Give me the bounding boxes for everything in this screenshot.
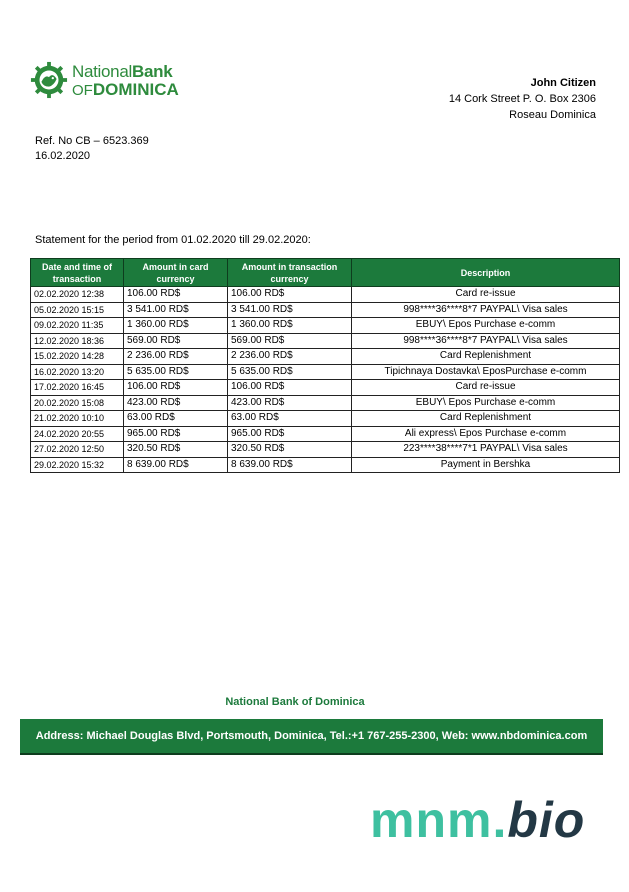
cell-card-amount: 63.00 RD$ bbox=[124, 411, 228, 427]
reference-block bbox=[35, 134, 149, 164]
cell-datetime: 27.02.2020 12:50 bbox=[31, 442, 124, 458]
cell-card-amount: 8 639.00 RD$ bbox=[124, 457, 228, 473]
recipient-address-line1: 14 Cork Street P. O. Box 2306 bbox=[448, 93, 596, 105]
table-row bbox=[31, 333, 620, 349]
logo-word-bank: Bank bbox=[131, 61, 173, 81]
footer-contact-text: Address: Michael Douglas Blvd, Portsmouth, Dominica, Tel.:+1 767-255-2300, Web: www.nbdominica.com bbox=[35, 730, 588, 742]
reference-number: Ref. No CB – 6523.369 bbox=[35, 135, 149, 147]
watermark-part2: bio bbox=[507, 792, 586, 848]
table-row bbox=[31, 442, 620, 458]
reference-date: 16.02.2020 bbox=[35, 150, 91, 162]
watermark-logo bbox=[370, 792, 586, 848]
cell-datetime: 15.02.2020 14:28 bbox=[31, 349, 124, 365]
logo-word-of: OF bbox=[72, 81, 93, 99]
table-row bbox=[31, 395, 620, 411]
footer-bank-name: National Bank of Dominica bbox=[225, 696, 365, 708]
table-row bbox=[31, 302, 620, 318]
table-row bbox=[31, 349, 620, 365]
cell-description: Card Replenishment bbox=[352, 349, 620, 365]
cell-tx-amount: 320.50 RD$ bbox=[228, 442, 352, 458]
table-row bbox=[31, 364, 620, 380]
cell-card-amount: 106.00 RD$ bbox=[124, 380, 228, 396]
cell-datetime: 20.02.2020 15:08 bbox=[31, 395, 124, 411]
cell-datetime: 21.02.2020 10:10 bbox=[31, 411, 124, 427]
cell-card-amount: 423.00 RD$ bbox=[124, 395, 228, 411]
table-row bbox=[31, 426, 620, 442]
table-header-row bbox=[31, 259, 620, 287]
table-row bbox=[31, 457, 620, 473]
header-description: Description bbox=[352, 259, 620, 287]
cell-tx-amount: 8 639.00 RD$ bbox=[228, 457, 352, 473]
header-datetime: Date and time of transaction bbox=[31, 259, 124, 287]
cell-description: Card re-issue bbox=[352, 380, 620, 396]
bank-seal-icon bbox=[30, 61, 68, 99]
cell-tx-amount: 5 635.00 RD$ bbox=[228, 364, 352, 380]
cell-description: 998****36****8*7 PAYPAL\ Visa sales bbox=[352, 333, 620, 349]
cell-description: EBUY\ Epos Purchase e-comm bbox=[352, 395, 620, 411]
cell-datetime: 05.02.2020 15:15 bbox=[31, 302, 124, 318]
statement-period: Statement for the period from 01.02.2020 till 29.02.2020: bbox=[35, 234, 311, 246]
cell-card-amount: 2 236.00 RD$ bbox=[124, 349, 228, 365]
cell-tx-amount: 106.00 RD$ bbox=[228, 380, 352, 396]
cell-card-amount: 569.00 RD$ bbox=[124, 333, 228, 349]
header-card-amount: Amount in card currency bbox=[124, 259, 228, 287]
recipient-name: John Citizen bbox=[530, 77, 596, 89]
cell-tx-amount: 965.00 RD$ bbox=[228, 426, 352, 442]
cell-description: 223****38****7*1 PAYPAL\ Visa sales bbox=[352, 442, 620, 458]
bank-logo bbox=[30, 61, 179, 99]
cell-description: 998****36****8*7 PAYPAL\ Visa sales bbox=[352, 302, 620, 318]
cell-description: Payment in Bershka bbox=[352, 457, 620, 473]
table-row bbox=[31, 411, 620, 427]
table-row bbox=[31, 380, 620, 396]
cell-description: Card Replenishment bbox=[352, 411, 620, 427]
cell-card-amount: 1 360.00 RD$ bbox=[124, 318, 228, 334]
cell-datetime: 12.02.2020 18:36 bbox=[31, 333, 124, 349]
cell-datetime: 02.02.2020 12:38 bbox=[31, 287, 124, 303]
table-row bbox=[31, 318, 620, 334]
recipient-address-line2: Roseau Dominica bbox=[509, 109, 596, 121]
cell-tx-amount: 63.00 RD$ bbox=[228, 411, 352, 427]
cell-tx-amount: 106.00 RD$ bbox=[228, 287, 352, 303]
cell-description: Tipichnaya Dostavka\ EposPurchase e-comm bbox=[352, 364, 620, 380]
header-tx-amount: Amount in transaction currency bbox=[228, 259, 352, 287]
cell-datetime: 24.02.2020 20:55 bbox=[31, 426, 124, 442]
cell-tx-amount: 2 236.00 RD$ bbox=[228, 349, 352, 365]
watermark-part1: mnm. bbox=[370, 792, 508, 848]
cell-description: Ali express\ Epos Purchase e-comm bbox=[352, 426, 620, 442]
cell-card-amount: 965.00 RD$ bbox=[124, 426, 228, 442]
cell-tx-amount: 3 541.00 RD$ bbox=[228, 302, 352, 318]
logo-word-national: National bbox=[72, 61, 132, 81]
cell-card-amount: 106.00 RD$ bbox=[124, 287, 228, 303]
table-row bbox=[31, 287, 620, 303]
cell-description: Card re-issue bbox=[352, 287, 620, 303]
recipient-block bbox=[449, 75, 596, 123]
cell-tx-amount: 569.00 RD$ bbox=[228, 333, 352, 349]
cell-datetime: 29.02.2020 15:32 bbox=[31, 457, 124, 473]
cell-card-amount: 320.50 RD$ bbox=[124, 442, 228, 458]
cell-tx-amount: 423.00 RD$ bbox=[228, 395, 352, 411]
cell-datetime: 17.02.2020 16:45 bbox=[31, 380, 124, 396]
cell-card-amount: 3 541.00 RD$ bbox=[124, 302, 228, 318]
transactions-table bbox=[30, 258, 620, 473]
cell-card-amount: 5 635.00 RD$ bbox=[124, 364, 228, 380]
cell-datetime: 09.02.2020 11:35 bbox=[31, 318, 124, 334]
cell-datetime: 16.02.2020 13:20 bbox=[31, 364, 124, 380]
cell-description: EBUY\ Epos Purchase e-comm bbox=[352, 318, 620, 334]
logo-word-dominica: DOMINICA bbox=[92, 79, 179, 99]
cell-tx-amount: 1 360.00 RD$ bbox=[228, 318, 352, 334]
footer-contact-bar bbox=[20, 719, 603, 755]
